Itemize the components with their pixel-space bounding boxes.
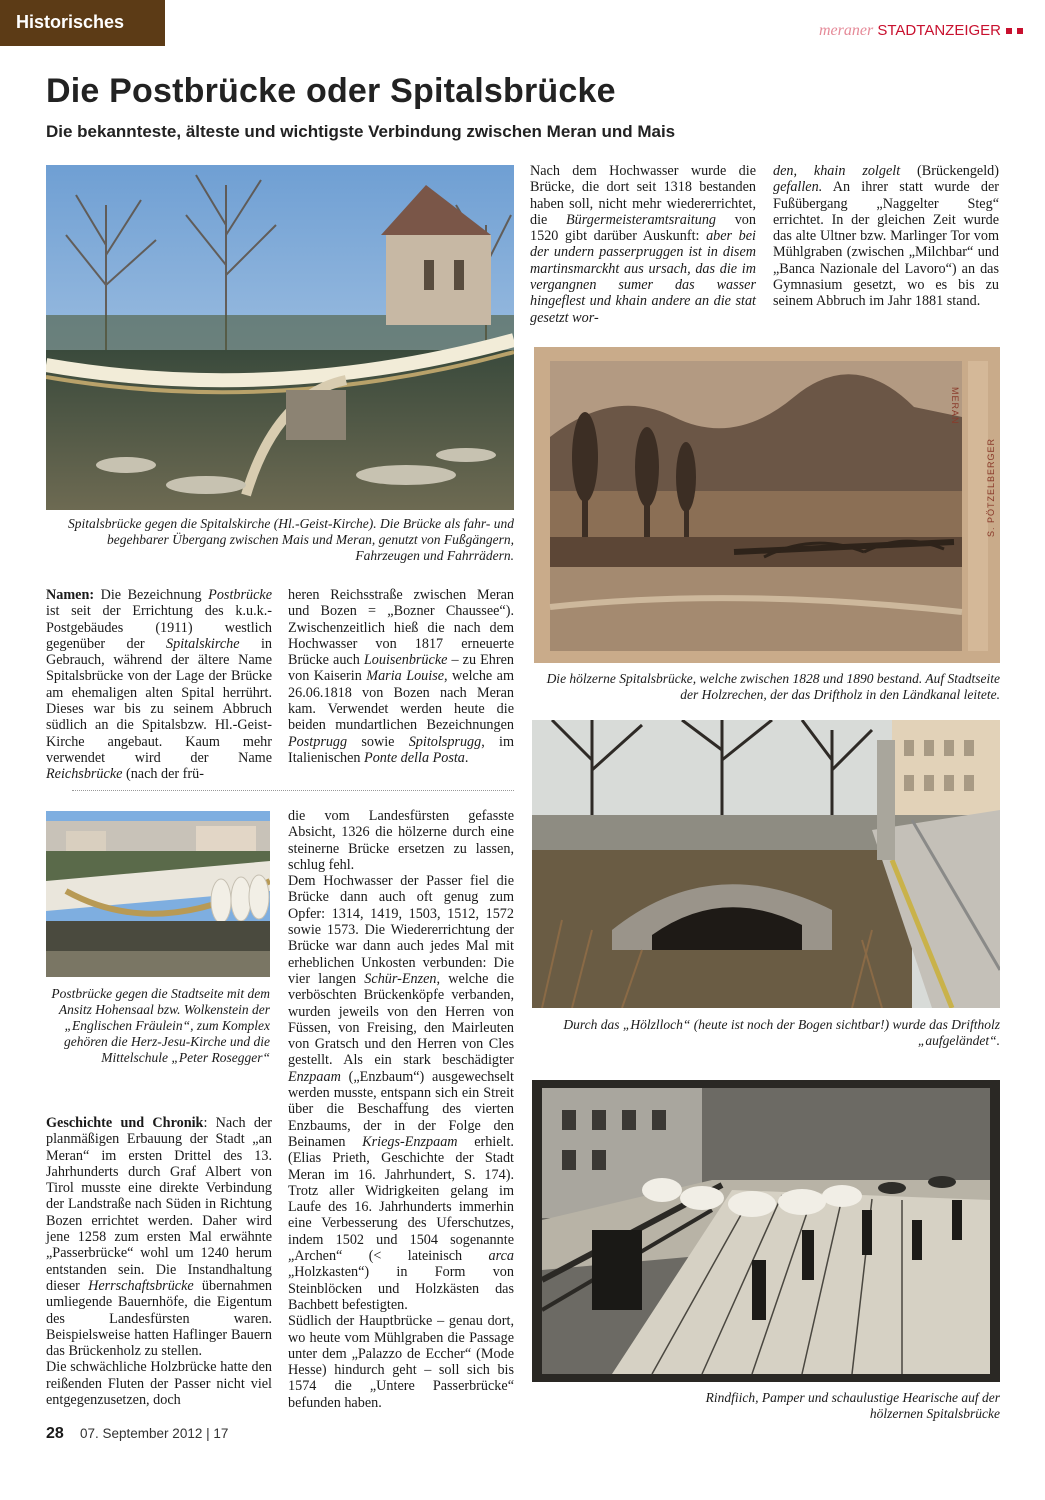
text-run-italic: Louisenbrücke [363, 652, 448, 669]
caption-photo3: Postbrücke gegen die Stadtseite mit dem Ansitz Hohensaal bzw. Wolkenstein der „Englischen Fräulein“, zum Komplex gehören die Herz-Jesu-Kirche und die Mittelschule „Peter Rosegger“ [51, 986, 270, 1065]
text-run: , welche am 26.06.1818 von Bozen nach Meran kam. Verwendet werden heute die beiden mundartlichen Bezeichnungen [288, 668, 514, 734]
photo-mark-meran: MERAN [950, 387, 960, 425]
text-run-italic: Maria Louise [366, 668, 445, 685]
photo-spitalsbruecke-church [46, 165, 514, 510]
brand-square-icon [1006, 28, 1012, 34]
article-subtitle: Die bekannteste, älteste und wichtigste Verbindung zwischen Meran und Mais [46, 122, 676, 141]
text-run-italic: Ponte della Posta [364, 749, 465, 766]
text-run: Die Bezeichnung [94, 587, 209, 603]
text-column-namen-right [288, 587, 514, 766]
text-column-geschichte-left [46, 1115, 272, 1408]
text-run-bold: Namen: [46, 587, 95, 603]
text-column-geschichte-right [288, 808, 514, 1411]
section-divider [72, 790, 514, 791]
text-run-italic: Enzpaam [288, 1068, 341, 1085]
text-run: Nach dem Hochwasser wurde die Brücke, die dort seit 1318 bestanden haben soll, nicht mehr wiedererrichtet, die [530, 163, 756, 228]
text-run-italic: arca [488, 1248, 514, 1265]
text-run: (nach der frü- [122, 766, 204, 783]
text-run: sowie [347, 733, 409, 750]
text-paragraph: Südlich der Hauptbrücke – genau dort, wo heute vom Mühlgraben die Passage unter dem „Palazzo de Eccher“ (Mode Hesse) hindurch geht – soll sich bis 1574 die „Untere Passerbrücke“ befunden haben. [288, 1313, 514, 1411]
text-run: „Holzkasten“) in Form von Steinblöcken und Holzkästen das Bachbett befestigten. [288, 1264, 514, 1313]
caption-photo5: Rindfiich, Pamper und schaulustige Hearische auf der hölzernen Spitalsbrücke [705, 1390, 1000, 1421]
text-run-italic: gefallen. [773, 179, 823, 196]
photo-postbruecke-city [46, 811, 270, 977]
page-number: 28 [46, 1425, 64, 1442]
photo-hoelzlloch [532, 720, 1000, 1008]
text-run: Dem Hochwasser der Passer fiel die Brücke dann auch oft genug zum Opfer: 1314, 1419, 1503, 1512, 1572 sowie 1573. Die Wiedererrichtung der Brücke war dann auch jedes Mal mit erheblichen Unkosten verbunden: Die vier langen [288, 873, 514, 987]
article-title: Die Postbrücke oder Spitalsbrücke [46, 72, 616, 110]
text-run-italic: Kriegs-Enzpaam [362, 1133, 458, 1150]
text-run: . [464, 749, 469, 766]
text-run-italic: Herrschaftsbrücke [88, 1277, 194, 1294]
photo-wooden-bridge-historic [534, 347, 1000, 663]
text-paragraph: Die schwächliche Holzbrücke hatte den reißenden Fluten der Passer nicht viel entgegenzusetzen, doch [46, 1359, 272, 1409]
caption-photo4: Durch das „Hölzlloch“ (heute ist noch der Bogen sichtbar!) wurde das Driftholz „aufgeländet“. [563, 1017, 1000, 1048]
text-run: übernahmen umliegende Bauernhöfe, die Eigentum des Landesfürsten waren. Beispielsweise hatten Haflinger Bauern das Brückenholz zu stellen. [46, 1277, 272, 1360]
text-run: von 1520 gibt darüber Auskunft: [530, 211, 756, 245]
text-run-italic: Postprugg [288, 733, 348, 750]
text-run-italic: Bürgermeisteramtsraitung [566, 211, 717, 228]
text-run-italic: aber bei der undern passerpruggen ist in disem martinsmarckht aus ursach, das die im vergangnen sumer das wasser hingeflest und khain andere an die stat gesetzt wor- [530, 228, 756, 326]
text-run: , im Italienischen [288, 733, 514, 766]
text-run: („Enzbaum“) ausgewechselt werden musste, entspann sich ein Streit über die Beschaffung des vierten Enzbaums, der in der Folge den Beinamen [288, 1068, 514, 1150]
text-run-italic: Spitolsprugg [408, 733, 482, 750]
text-run-bold: Geschichte und Chronik [46, 1115, 204, 1131]
brand-script: meraner [818, 22, 874, 39]
photo-cattle-wooden-bridge [532, 1080, 1000, 1382]
photo-mark-photographer: S. PÖTZELBERGER [986, 437, 996, 537]
text-column-top-right [773, 163, 999, 310]
section-tag: Historisches [0, 0, 165, 46]
text-run: ist seit der Errichtung des k.u.k.-Postgebäudes (1911) westlich gegenüber der [46, 603, 272, 652]
text-run: (Brückengeld) [900, 163, 999, 179]
caption-photo2: Die hölzerne Spitalsbrücke, welche zwischen 1828 und 1890 bestand. Auf Stadtseite der Holzrechen, der das Driftholz in den Ländkanal leitete. [546, 671, 1000, 702]
text-column-namen-left [46, 587, 272, 783]
brand-name: STADTANZEIGER [877, 22, 1001, 39]
text-run: erhielt. (Elias Prieth, Geschichte der Stadt Meran im 16. Jahrhundert, S. 174). Trotz aller Widrigkeiten gelang im Laufe des 16. Jahrhunderts immerhin eine Verbesserung des Uferschutzes, indem 1502 und 1504 sogenannte „Archen“ (< lateinisch [288, 1133, 514, 1265]
text-run-italic: Spitalskirche [166, 635, 240, 652]
text-run-italic: Schür-Enzen [364, 970, 437, 987]
text-run: An ihrer statt wurde der Fußübergang „Naggelter Steg“ errichtet. In der gleichen Zeit wurde das alte Ultner bzw. Marlinger Tor vom Mühlgraben (zwischen „Milchbar“ und „Banca Nazionale del Lavoro“) an das Gymnasium gesetzt, wo es bis zu seinem Abbruch im Jahr 1881 stand. [773, 179, 999, 310]
text-run-italic: den, khain zolgelt [773, 163, 901, 179]
text-run: in Gebrauch, während der ältere Name Spitalsbrücke von der Lage der Brücke am ehemaligen alten Spital herrührt. Dieses war bis zu seinem Abbruch südlich an die Spitalsbzw. Hl.-Geist-Kirche angebaut. Kaum mehr verwendet wird der Name [46, 635, 272, 766]
brand-square-icon [1017, 28, 1023, 34]
text-run: heren Reichsstraße zwischen Meran und Bozen = „Bozner Chaussee“). Zwischenzeitlich hieß die nach dem Hochwasser von 1817 erneuerte Brücke auch [288, 587, 514, 669]
text-column-top-mid [530, 163, 756, 326]
text-run-italic: Reichsbrücke [46, 766, 123, 783]
text-run: : Nach der planmäßigen Erbauung der Stadt „an Meran“ im ersten Drittel des 13. Jahrhunderts durch Graf Albert von Tirol musste eine direkte Verbindung der Landstraße nach Süden in Richtung Bozen errichtet werden. Daher wird jene 1258 zum ersten Mal erwähnte „Passerbrücke“ wohl um 1240 herum entstanden sein. Die Instandhaltung dieser [46, 1115, 272, 1294]
text-paragraph: die vom Landesfürsten gefasste Absicht, 1326 die hölzerne durch eine steinerne Brücke ersetzen zu lassen, schlug fehl. [288, 808, 514, 873]
text-run-italic: Postbrücke [208, 587, 272, 603]
text-run: – zu Ehren von Kaiserin [288, 652, 514, 685]
text-run: , welche die verböschten Brückenköpfe verbanden, wurden jeweils von den Herren von Füssen, von Freising, den Mairleuten von Gratsch und den Herren von Cles gestellt. Als ein stark beschädigter [288, 970, 514, 1069]
issue-date: 07. September 2012 | 17 [80, 1426, 229, 1441]
brand-logo [819, 22, 1023, 40]
caption-photo1: Spitalsbrücke gegen die Spitalskirche (Hl.-Geist-Kirche). Die Brücke als fahr- und begehbarer Übergang zwischen Mais und Meran, genutzt von Fußgängern, Fahrzeugen und Fahrrädern. [68, 516, 514, 563]
